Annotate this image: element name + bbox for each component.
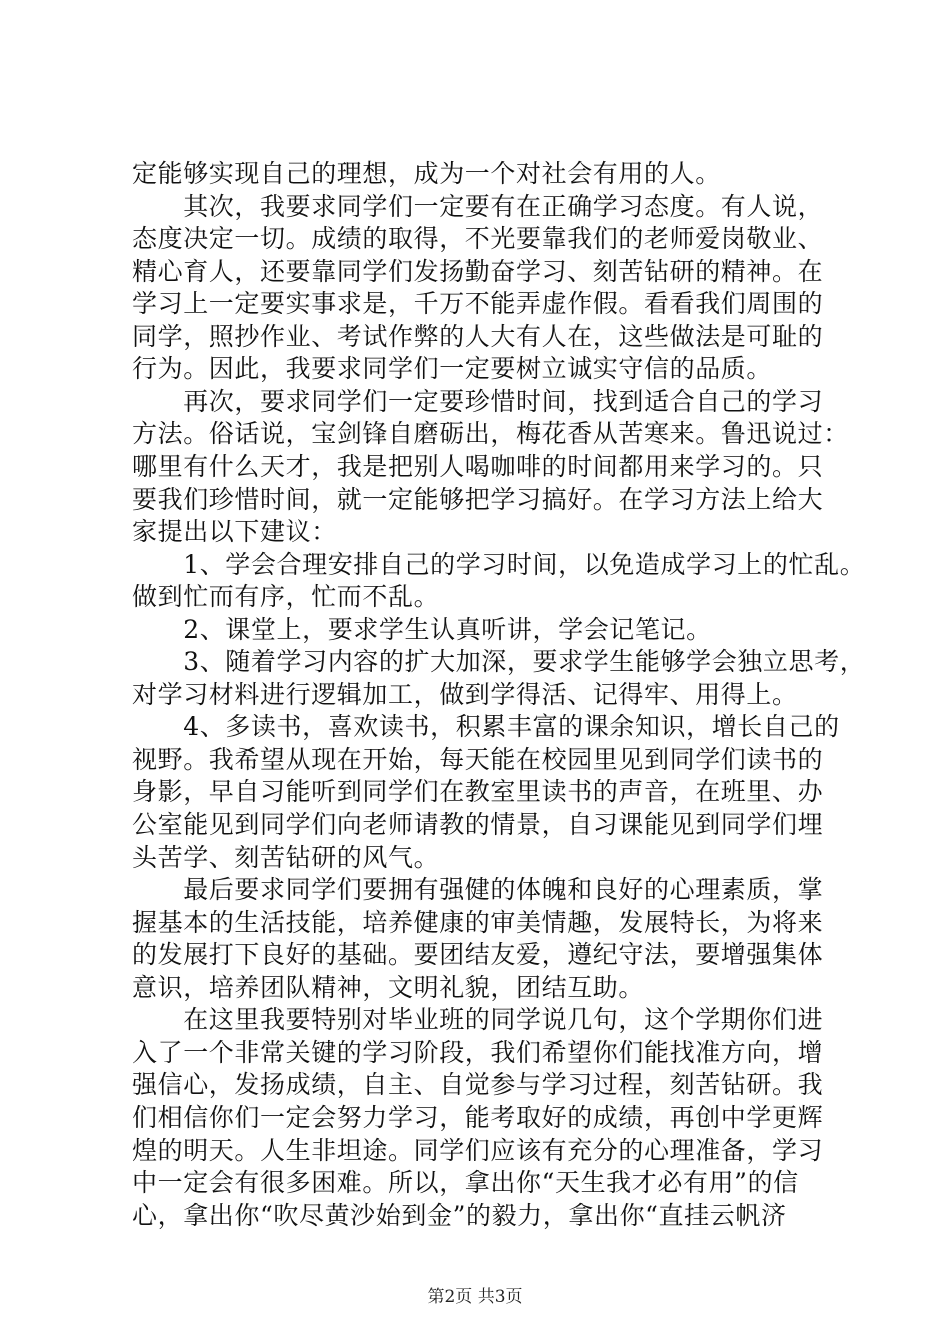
text-line: 要我们珍惜时间，就一定能够把学习搞好。在学习方法上给大: [132, 484, 824, 514]
text-line: 心，拿出你“吹尽黄沙始到金”的毅力，拿出你“直挂云帆济: [132, 1200, 787, 1230]
text-line: 意识，培养团队精神，文明礼貌，团结互助。: [132, 972, 645, 1002]
text-line: 头苦学、刻苦钻研的风气。: [132, 842, 440, 872]
text-line: 哪里有什么天才，我是把别人喝咖啡的时间都用来学习的。只: [132, 451, 824, 481]
text-line: 中一定会有很多困难。所以，拿出你“天生我才必有用”的信: [132, 1168, 799, 1198]
text-line: 做到忙而有序，忙而不乱。: [132, 582, 440, 612]
text-line: 再次，要求同学们一定要珍惜时间，找到适合自己的学习: [132, 386, 824, 416]
text-line: 态度决定一切。成绩的取得，不光要靠我们的老师爱岗敬业、: [132, 224, 824, 254]
text-line: 对学习材料进行逻辑加工，做到学得活、记得牢、用得上。: [132, 679, 798, 709]
text-line: 的发展打下良好的基础。要团结友爱，遵纪守法，要增强集体: [132, 940, 824, 970]
text-line: 入了一个非常关键的学习阶段，我们希望你们能找准方向，增: [132, 1037, 824, 1067]
text-line: 4、多读书，喜欢读书，积累丰富的课余知识，增长自己的: [132, 712, 840, 742]
text-line: 们相信你们一定会努力学习，能考取好的成绩，再创中学更辉: [132, 1102, 824, 1132]
text-line: 公室能见到同学们向老师请教的情景，自习课能见到同学们埋: [132, 810, 824, 839]
text-line: 行为。因此，我要求同学们一定要树立诚实守信的品质。: [132, 354, 773, 384]
text-line: 家提出以下建议：: [132, 517, 337, 547]
text-line: 强信心，发扬成绩，自主、自觉参与学习过程，刻苦钻研。我: [132, 1070, 824, 1100]
text-line: 定能够实现自己的理想，成为一个对社会有用的人。: [132, 159, 721, 188]
text-line: 最后要求同学们要拥有强健的体魄和良好的心理素质，掌: [132, 875, 824, 905]
text-line: 3、随着学习内容的扩大加深，要求学生能够学会独立思考，: [132, 647, 866, 677]
text-line: 2、课堂上，要求学生认真听讲，学会记笔记。: [132, 614, 712, 644]
text-line: 握基本的生活技能，培养健康的审美情趣，发展特长，为将来: [132, 907, 824, 937]
text-line: 方法。俗话说，宝剑锋自磨砺出，梅花香从苦寒来。鲁迅说过：: [132, 419, 849, 449]
text-line: 学习上一定要实事求是，千万不能弄虚作假。看看我们周围的: [132, 289, 824, 319]
text-line: 在这里我要特别对毕业班的同学说几句，这个学期你们进: [132, 1005, 824, 1035]
text-line: 同学，照抄作业、考试作弊的人大有人在，这些做法是可耻的: [132, 321, 824, 351]
text-line: 视野。我希望从现在开始，每天能在校园里见到同学们读书的: [132, 744, 824, 774]
text-line: 1、学会合理安排自己的学习时间，以免造成学习上的忙乱。: [132, 549, 866, 579]
text-line: 身影，早自习能听到同学们在教室里读书的声音，在班里、办: [132, 777, 824, 807]
text-line: 精心育人，还要靠同学们发扬勤奋学习、刻苦钻研的精神。在: [132, 256, 824, 286]
page-footer: 第2页 共3页: [427, 1287, 523, 1307]
text-line: 煌的明天。人生非坦途。同学们应该有充分的心理准备，学习: [132, 1135, 824, 1165]
text-line: 其次，我要求同学们一定要有在正确学习态度。有人说，: [132, 191, 824, 221]
